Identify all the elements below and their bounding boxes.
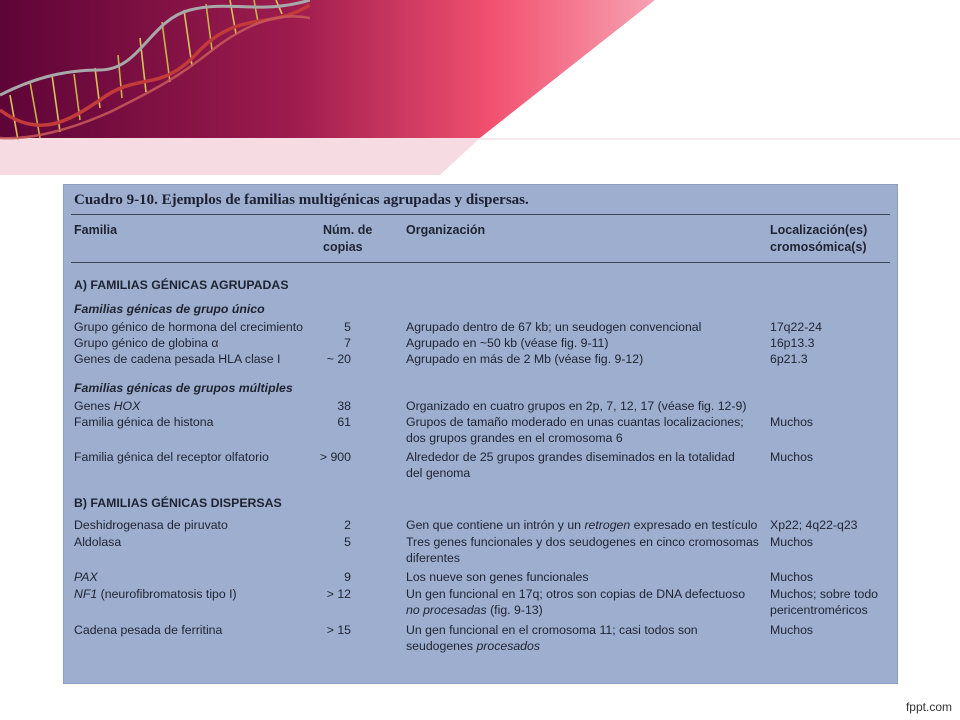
cell-localizacion: Muchos bbox=[770, 570, 814, 584]
divider bbox=[71, 262, 890, 263]
cell-copias: 5 bbox=[344, 320, 351, 334]
header-organizacion: Organización bbox=[406, 223, 486, 237]
cell-organizacion bbox=[406, 449, 735, 481]
org-line1: Grupos de tamaño moderado en unas cuantas localizaciones; bbox=[406, 415, 744, 429]
header-banner bbox=[0, 0, 960, 175]
org-line2 bbox=[406, 602, 745, 618]
cell-organizacion: Los nueve son genes funcionales bbox=[406, 570, 589, 584]
org-text: (fig. 9-13) bbox=[486, 603, 543, 617]
header-copias-line1: Núm. de bbox=[323, 223, 373, 237]
cell-localizacion: 6p21.3 bbox=[770, 352, 808, 366]
section-b-heading: B) FAMILIAS GÉNICAS DISPERSAS bbox=[74, 496, 282, 510]
table-row bbox=[63, 622, 898, 654]
dna-helix-icon bbox=[0, 0, 310, 145]
org-line2: dos grupos grandes en el cromosoma 6 bbox=[406, 431, 623, 445]
cell-organizacion: Organizado en cuatro grupos en 2p, 7, 12, 17 (véase fig. 12-9) bbox=[406, 399, 747, 413]
header-familia: Familia bbox=[74, 223, 118, 237]
cell-familia: Genes de cadena pesada HLA clase I bbox=[74, 352, 281, 366]
cell-copias: 9 bbox=[344, 570, 351, 584]
table-card bbox=[63, 184, 898, 684]
header-localizacion bbox=[770, 222, 867, 256]
familia-italic: NF1 bbox=[74, 587, 98, 601]
table-row bbox=[63, 335, 898, 351]
divider bbox=[71, 214, 890, 215]
cell-copias: 2 bbox=[344, 518, 351, 532]
org-line1: Alrededor de 25 grupos grandes diseminados en la totalidad bbox=[406, 450, 735, 464]
org-line2: del genoma bbox=[406, 466, 471, 480]
cell-organizacion bbox=[406, 517, 757, 533]
loc-line1: Muchos; sobre todo bbox=[770, 587, 879, 601]
table-row bbox=[63, 351, 898, 367]
header-copias bbox=[323, 222, 372, 256]
cell-organizacion bbox=[406, 586, 745, 618]
cell-familia: Grupo génico de globina α bbox=[74, 336, 219, 350]
cell-copias: 7 bbox=[344, 336, 351, 350]
cell-localizacion: Xp22; 4q22-q23 bbox=[770, 518, 858, 532]
table-row bbox=[63, 319, 898, 335]
cell-familia: Familia génica de histona bbox=[74, 415, 214, 429]
loc-line2: pericentroméricos bbox=[770, 603, 868, 617]
org-italic: retrogen bbox=[584, 518, 631, 532]
org-line2 bbox=[406, 638, 698, 654]
table-row bbox=[63, 517, 898, 533]
org-text: Gen que contiene un intrón y un bbox=[406, 518, 585, 532]
cell-organizacion: Agrupado en más de 2 Mb (véase fig. 9-12) bbox=[406, 352, 644, 366]
cell-organizacion bbox=[406, 534, 759, 566]
org-line1: Un gen funcional en el cromosoma 11; casi todos son bbox=[406, 623, 698, 637]
cell-copias: > 12 bbox=[326, 587, 351, 601]
table-row bbox=[63, 449, 898, 481]
cell-organizacion: Agrupado en ~50 kb (véase fig. 9-11) bbox=[406, 336, 609, 350]
cell-copias: 5 bbox=[344, 535, 351, 549]
cell-copias: 38 bbox=[337, 399, 351, 413]
cell-familia bbox=[74, 586, 237, 602]
org-line1: Tres genes funcionales y dos seudogenes en cinco cromosomas bbox=[406, 535, 759, 549]
cell-familia: Cadena pesada de ferritina bbox=[74, 623, 223, 637]
cell-localizacion: Muchos bbox=[770, 623, 814, 637]
table-row bbox=[63, 398, 898, 414]
org-italic: procesados bbox=[476, 639, 541, 653]
cell-familia: Aldolasa bbox=[74, 535, 122, 549]
header-copias-line2: copias bbox=[323, 240, 363, 254]
cell-familia: Grupo génico de hormona del crecimiento bbox=[74, 320, 303, 334]
cell-copias: > 15 bbox=[326, 623, 351, 637]
cell-localizacion: Muchos bbox=[770, 535, 814, 549]
org-line2: diferentes bbox=[406, 551, 461, 565]
cell-localizacion bbox=[770, 586, 878, 618]
section-a-heading: A) FAMILIAS GÉNICAS AGRUPADAS bbox=[74, 278, 289, 292]
cell-organizacion: Agrupado dentro de 67 kb; un seudogen convencional bbox=[406, 320, 702, 334]
cell-familia: PAX bbox=[74, 570, 98, 584]
subsection-grupos-multiples: Familias génicas de grupos múltiples bbox=[74, 381, 293, 395]
familia-italic: HOX bbox=[113, 399, 141, 413]
footer-brand: fppt.com bbox=[905, 700, 952, 714]
subsection-grupo-unico: Familias génicas de grupo único bbox=[74, 302, 265, 316]
org-text: seudogenes bbox=[406, 639, 477, 653]
table-row bbox=[63, 569, 898, 585]
table-row bbox=[63, 586, 898, 618]
table-row bbox=[63, 414, 898, 446]
org-italic: no procesadas bbox=[406, 603, 487, 617]
familia-rest: (neurofibromatosis tipo I) bbox=[97, 587, 237, 601]
cell-localizacion: Muchos bbox=[770, 415, 814, 429]
org-text: expresado en testículo bbox=[630, 518, 758, 532]
cell-familia: Familia génica del receptor olfatorio bbox=[74, 450, 269, 464]
table-row bbox=[63, 534, 898, 566]
header-loc-line1: Localización(es) bbox=[770, 223, 868, 237]
cell-familia: Deshidrogenasa de piruvato bbox=[74, 518, 228, 532]
cell-localizacion: Muchos bbox=[770, 450, 814, 464]
cell-organizacion bbox=[406, 622, 698, 654]
cell-copias: 61 bbox=[337, 415, 351, 429]
familia-prefix: Genes bbox=[74, 399, 114, 413]
cell-copias: ~ 20 bbox=[326, 352, 351, 366]
header-loc-line2: cromosómica(s) bbox=[770, 240, 867, 254]
table-title: Cuadro 9-10. Ejemplos de familias multigénicas agrupadas y dispersas. bbox=[74, 192, 529, 208]
cell-familia bbox=[74, 398, 140, 414]
cell-localizacion: 16p13.3 bbox=[770, 336, 815, 350]
cell-copias: > 900 bbox=[319, 450, 351, 464]
cell-organizacion bbox=[406, 414, 744, 446]
org-line1: Un gen funcional en 17q; otros son copias de DNA defectuoso bbox=[406, 587, 746, 601]
cell-localizacion: 17q22-24 bbox=[770, 320, 822, 334]
